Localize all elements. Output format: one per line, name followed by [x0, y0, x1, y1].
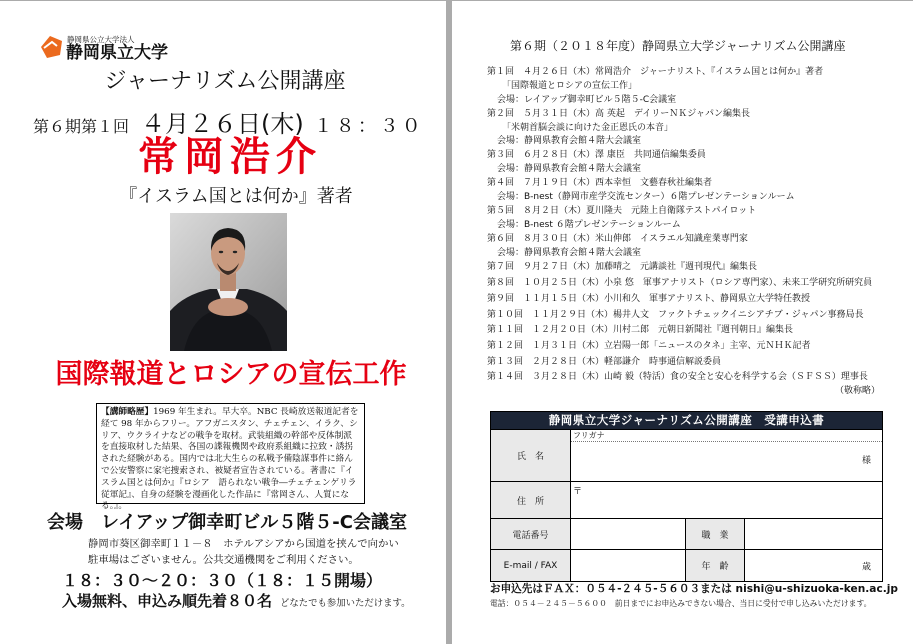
honorifics-omitted-note: （敬称略） [834, 386, 880, 396]
lecturer-bio [96, 403, 365, 512]
occupation-label: 職 業 [685, 519, 745, 549]
furigana-field: フリガナ [571, 430, 882, 442]
session-heading: 第３回 ６月２８日（木）澤 康臣 共同通信編集委員 [487, 150, 706, 161]
schedule-session-1 [487, 66, 872, 108]
application-contact: お申込先はＦＡＸ：０５４-２４５-５６０３または nishi@u-shizuoka-ken.ac.jp [490, 583, 898, 595]
schedule-session-8 [487, 276, 872, 292]
phone-field [571, 519, 685, 549]
session-heading: 第９回 １１月１５日（木）小川和久 軍事アナリスト、静岡県立大学特任教授 [487, 293, 811, 304]
schedule-session-13 [487, 355, 872, 371]
bio-label: 【講師略歴】 [101, 407, 154, 417]
lecture-title: 国際報道とロシアの宣伝工作 [55, 359, 407, 390]
session-heading: 第１４回 ３月２８日（木）山崎 毅（特活）食の安全と安心を科学する会（ＳＦＳＳ）理事長 [487, 372, 868, 383]
flyer-page [0, 1, 446, 644]
lecturer-photo [170, 213, 287, 351]
session-heading: 第４回 ７月１９日（木）西本幸恒 文藝春秋社編集者 [487, 178, 713, 189]
postal-mark: 〒 [573, 487, 583, 497]
session-heading: 第１２回 １月３１日（木）立岩陽一郎「ニュースのタネ」主宰、元ＮＨＫ記者 [487, 340, 811, 351]
schedule-session-14 [487, 370, 872, 386]
session-venue: 会場：B-nest ６階プレゼンテーションルーム [497, 219, 681, 230]
schedule-session-5 [487, 205, 872, 233]
admission-text: 入場無料、申込み順先着８０名 [62, 592, 273, 610]
application-form [490, 411, 883, 582]
email-fax-field [571, 550, 685, 581]
session-heading: 第１０回 １１月２９日（木）楊井人文 ファクトチェックイニシアチブ・ジャパン事務局長 [487, 309, 864, 320]
venue-address: 静岡市葵区御幸町１１－８ ホテルアシアから国道を挟んで向かい [88, 538, 399, 550]
logo-university-name: 静岡県立大学 [66, 43, 168, 63]
session-topic: 「米朝首脳会談に向けた金正恩氏の本音」 [502, 122, 674, 133]
schedule-session-10 [487, 308, 872, 324]
event-hours: １８：３０～２０：３０（１８：１５開場） [62, 571, 383, 590]
name-label: 氏 名 [491, 430, 571, 481]
session-venue: 会場：静岡県教育会館４階大会議室 [497, 164, 642, 175]
session-venue: 会場：静岡県教育会館４階大会議室 [497, 247, 642, 258]
form-row-name [491, 429, 882, 481]
speaker-name: 常岡浩介 [138, 134, 322, 180]
session-heading: 第７回 ９月２７日（木）加藤晴之 元講談社『週刊現代』編集長 [487, 262, 758, 273]
admission [62, 592, 411, 610]
form-row-phone [491, 518, 882, 549]
session-heading: 第１回 ４月２６日（木）常岡浩介 ジャーナリスト、『イスラム国とは何か』著者 [487, 67, 824, 77]
email-fax-label: E-mail / FAX [491, 550, 571, 581]
session-heading: 第６回 ８月３０日（木）米山伸郎 イスラエル知識産業専門家 [487, 233, 748, 244]
session-topic: 「国際報道とロシアの宣伝工作」 [502, 80, 638, 91]
session-time: １８：３０ [313, 115, 424, 137]
admission-note: どなたでも参加いただけます。 [280, 598, 411, 609]
age-label: 年 齢 [685, 550, 745, 581]
speaker-role: 『イスラム国とは何か』著者 [119, 186, 353, 207]
parking-note: 駐車場はございません。公共交通機関をご利用ください。 [88, 554, 359, 566]
session-heading: 第８回 １０月２５日（木）小泉 悠 軍事アナリスト（ロシア専門家）、未来工学研究所研究員 [487, 278, 873, 289]
session-heading: 第５回 ８月２日（木）夏川隆夫 元陸上自衛隊テストパイロット [487, 205, 757, 216]
occupation-field [745, 519, 882, 549]
honorific-sama: 様 [861, 456, 871, 466]
session-datetime [33, 104, 424, 138]
schedule-session-7 [487, 260, 872, 276]
form-title: 静岡県立大学ジャーナリズム公開講座 受講申込書 [491, 412, 882, 429]
session-venue: 会場：B-nest（静岡市産学交流センター）６階プレゼンテーションルーム [497, 192, 795, 203]
schedule-page [452, 1, 913, 644]
form-row-email [491, 549, 882, 581]
address-label: 住 所 [491, 482, 571, 518]
schedule-session-12 [487, 339, 872, 355]
session-date: ４月２６日(木) [141, 110, 304, 138]
venue: 会場 レイアップ御幸町ビル５階５-C会議室 [47, 512, 407, 533]
university-logo-icon [38, 34, 63, 59]
schedule-session-11 [487, 323, 872, 339]
session-number: 第６期第１回 [33, 117, 130, 136]
age-unit: 歳 [861, 562, 871, 572]
session-heading: 第１３回 ２月２８日（木）軽部謙介 時事通信解説委員 [487, 356, 722, 367]
schedule-session-9 [487, 292, 872, 308]
form-row-address [491, 481, 882, 518]
session-heading: 第１１回 １２月２０日（木）川村二郎 元朝日新聞社『週刊朝日』編集長 [487, 325, 794, 336]
session-venue: 会場：静岡県教育会館４階大会議室 [497, 136, 642, 147]
schedule-list [487, 66, 872, 386]
name-field [571, 430, 882, 481]
schedule-title: 第６期（２０１８年度）静岡県立大学ジャーナリズム公開講座 [510, 39, 846, 53]
phone-label: 電話番号 [491, 519, 571, 549]
series-title: ジャーナリズム公開講座 [104, 69, 346, 94]
schedule-session-2 [487, 108, 872, 150]
logo-org-name: 静岡県公立大学法人 [67, 35, 135, 44]
schedule-session-4 [487, 177, 872, 205]
schedule-session-3 [487, 149, 872, 177]
address-field [571, 482, 882, 518]
bio-text: 1969 年生まれ。早大卒。NBC 長崎放送報道記者を経て 98 年からフリー。アフガニスタン、チェチェン、イラク、シリア、ウクライナなどの戦争を取材。武装組織の幹部や反体制派を直接取材した結果、各国の諜報機関や政府系組織に拉致・誘拐された経験がある。国内では北大生らの私戦予備陰謀事件に絡んで公安警察に家宅捜索され、被疑者宣告されている。著書に『イスラム国とは何か』『ロシア 語られない戦争―チェチェンゲリラ従軍記』、自身の経験を漫画化した作品に『常岡さん、人質になる。』。 [101, 407, 359, 512]
phone-note: 電話：０５４－２４５－５６００ 前日までにお申込みできない場合、当日に受付で申し込みいただけます。 [490, 599, 872, 608]
session-venue: 会場：レイアップ御幸町ビル５階５-C会議室 [497, 94, 677, 105]
age-field [745, 550, 882, 581]
session-heading: 第２回 ５月３１日（木）高 英起 デイリーＮＫジャパン編集長 [487, 108, 751, 119]
schedule-session-6 [487, 233, 872, 261]
